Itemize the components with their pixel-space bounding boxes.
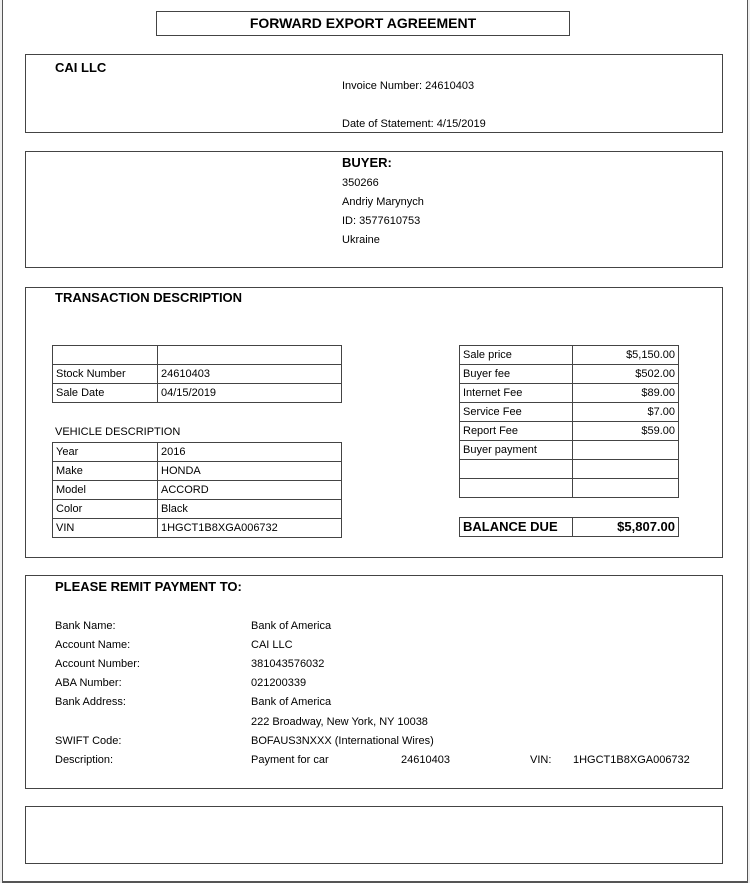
table-row [460, 518, 679, 537]
table-cell [573, 460, 679, 479]
table-row [460, 441, 679, 460]
description-vin-label: VIN: [530, 754, 552, 766]
table-row [53, 500, 342, 519]
vehicle-year-label: Year [53, 443, 158, 462]
bank-name-value: Bank of America [251, 620, 332, 632]
description-stock-number: 24610403 [401, 754, 450, 766]
internet-fee-label: Internet Fee [460, 384, 573, 403]
swift-code-value: BOFAUS3NXXX (International Wires) [251, 735, 434, 747]
transaction-heading: TRANSACTION DESCRIPTION [55, 290, 243, 305]
account-name-label: Account Name: [55, 639, 131, 651]
swift-code-label: SWIFT Code: [55, 735, 122, 747]
bank-address-value: Bank of America [251, 696, 332, 708]
report-fee-value: $59.00 [573, 422, 679, 441]
description-vin-value: 1HGCT1B8XGA006732 [573, 754, 690, 766]
buyer-country: Ukraine [342, 234, 380, 246]
remit-section [25, 575, 723, 789]
report-fee-label: Report Fee [460, 422, 573, 441]
table-row [460, 384, 679, 403]
balance-due-table [459, 517, 679, 537]
buyer-payment-label: Buyer payment [460, 441, 573, 460]
transaction-section [25, 287, 723, 558]
bank-address-label: Bank Address: [55, 696, 126, 708]
vehicle-vin-value: 1HGCT1B8XGA006732 [158, 519, 342, 538]
balance-due-value: $5,807.00 [573, 518, 679, 537]
date-of-statement: Date of Statement: 4/15/2019 [342, 118, 486, 130]
description-label: Description: [55, 754, 114, 766]
transaction-info-table [52, 345, 342, 403]
table-row [53, 384, 342, 403]
bank-name-label: Bank Name: [55, 620, 116, 632]
internet-fee-value: $89.00 [573, 384, 679, 403]
footer-box [25, 806, 723, 864]
table-row [460, 460, 679, 479]
table-row [53, 346, 342, 365]
table-row [53, 481, 342, 500]
aba-number-label: ABA Number: [55, 677, 122, 689]
table-row [53, 462, 342, 481]
table-cell [158, 346, 342, 365]
vehicle-model-value: ACCORD [158, 481, 342, 500]
account-name-value: CAI LLC [251, 639, 293, 651]
description-value: Payment for car [251, 754, 329, 766]
vehicle-description-heading: VEHICLE DESCRIPTION [55, 426, 181, 438]
table-row [53, 365, 342, 384]
sale-date-label: Sale Date [53, 384, 158, 403]
seller-company: CAI LLC [55, 60, 107, 75]
aba-number-value: 021200339 [251, 677, 307, 689]
table-row [53, 443, 342, 462]
buyer-heading: BUYER: [342, 155, 392, 170]
vehicle-color-label: Color [53, 500, 158, 519]
buyer-id: ID: 3577610753 [342, 215, 421, 227]
table-cell [53, 346, 158, 365]
sale-date-value: 04/15/2019 [158, 384, 342, 403]
bank-address-line2-value: 222 Broadway, New York, NY 10038 [251, 716, 428, 728]
vehicle-make-value: HONDA [158, 462, 342, 481]
table-row [460, 365, 679, 384]
vehicle-year-value: 2016 [158, 443, 342, 462]
table-cell [460, 460, 573, 479]
remit-heading: PLEASE REMIT PAYMENT TO: [55, 579, 242, 594]
table-cell [573, 479, 679, 498]
table-row [460, 422, 679, 441]
vehicle-vin-label: VIN [53, 519, 158, 538]
document-page [2, 0, 748, 883]
table-row [460, 403, 679, 422]
service-fee-value: $7.00 [573, 403, 679, 422]
fees-table [459, 345, 679, 498]
balance-due-label: BALANCE DUE [460, 518, 573, 537]
vehicle-make-label: Make [53, 462, 158, 481]
stock-number-value: 24610403 [158, 365, 342, 384]
sale-price-label: Sale price [460, 346, 573, 365]
buyer-number: 350266 [342, 177, 379, 189]
vehicle-model-label: Model [53, 481, 158, 500]
vehicle-color-value: Black [158, 500, 342, 519]
service-fee-label: Service Fee [460, 403, 573, 422]
account-number-label: Account Number: [55, 658, 140, 670]
seller-section [25, 54, 723, 133]
buyer-name: Andriy Marynych [342, 196, 424, 208]
table-cell [460, 479, 573, 498]
invoice-number: Invoice Number: 24610403 [342, 80, 475, 92]
table-row [460, 346, 679, 365]
account-number-value: 381043576032 [251, 658, 325, 670]
buyer-section [25, 151, 723, 268]
table-row [460, 479, 679, 498]
vehicle-table [52, 442, 342, 538]
document-title: FORWARD EXPORT AGREEMENT [156, 11, 570, 36]
stock-number-label: Stock Number [53, 365, 158, 384]
buyer-fee-value: $502.00 [573, 365, 679, 384]
buyer-fee-label: Buyer fee [460, 365, 573, 384]
buyer-payment-value [573, 441, 679, 460]
sale-price-value: $5,150.00 [573, 346, 679, 365]
table-row [53, 519, 342, 538]
